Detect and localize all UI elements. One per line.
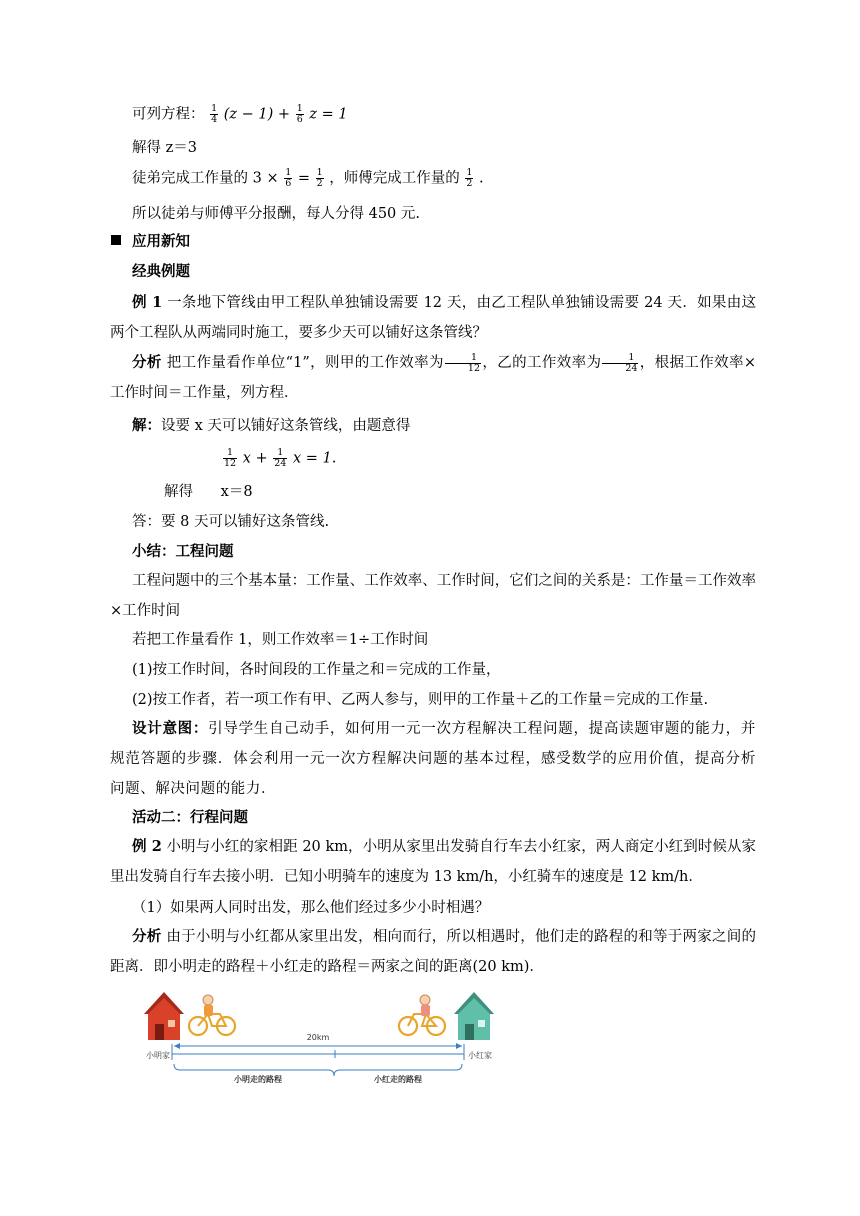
- example-2: 例 2 小明与小红的家相距 20 km，小明从家里出发骑自行车去小红家，两人商定小红到时候从家里出发骑自行车去接小明．已知小明骑车的速度为 13 km/h，小红骑车的速度是 12 km/h．: [110, 838, 757, 885]
- summary-paragraph: 工程问题中的三个基本量：工作量、工作效率、工作时间，它们之间的关系是：工作量＝工作效率×工作时间: [110, 573, 756, 619]
- left-house-icon: [144, 992, 184, 1040]
- distance-label: 20km: [306, 1033, 330, 1042]
- summary-heading: 小结：工程问题: [132, 543, 234, 560]
- analysis-2: 分析 由于小明与小红都从家里出发，相向而行，所以相遇时，他们走的路程的和等于两家之间的距离．即小明走的路程＋小红走的路程＝两家之间的距离(20 km)．: [110, 928, 757, 975]
- solution-intro: 解：设要 x 天可以铺好这条管线，由题意得: [132, 417, 411, 434]
- question-1: （1）如果两人同时出发，那么他们经过多少小时相遇？: [132, 900, 490, 916]
- right-home-label: 小红家: [468, 1051, 492, 1060]
- left-bicycle-icon: [189, 995, 235, 1035]
- analysis-1: 分析 把工作量看作单位“1”，则甲的工作效率为 $\frac{1}{12}$ ，乙的工作效率为 $\frac{1}{24}$ ，根据工作效率×工作时间＝工作量，列方程．: [110, 351, 757, 401]
- design-intent: 设计意图：引导学生自己动手，如何用一元一次方程解决工程问题，提高读题审题的能力，并规范答题的步骤．体会利用一元一次方程解决问题的基本过程，感受数学的应用价值，提高分析问题、解决问题的能力．: [110, 720, 757, 797]
- summary-line-2: 若把工作量看作 1，则工作效率＝1÷工作时间: [132, 632, 429, 648]
- fraction: $\frac{1}{6}$: [296, 103, 303, 125]
- distance-diagram: [140, 990, 510, 1100]
- right-bicycle-icon: [399, 995, 445, 1035]
- equation-line: [132, 104, 348, 125]
- math: z = 1: [309, 106, 348, 123]
- right-path-label: 小红走的路程: [374, 1075, 422, 1084]
- fraction: $\frac{1}{24}$: [274, 447, 287, 469]
- left-home-label: 小明家: [146, 1051, 170, 1060]
- fraction: $\frac{1}{2}$: [466, 167, 473, 189]
- activity-2-heading: 活动二：行程问题: [132, 809, 248, 826]
- conclusion-line: 所以徒弟与师傅平分报酬，每人分得 450 元.: [132, 206, 421, 222]
- subsection-heading: 经典例题: [132, 263, 190, 280]
- work-share-line: 徒弟完成工作量的 3 × $\frac{1}{6}$ = $\frac{1}{2}$ ，师傅完成工作量的 $\frac{1}{2}$ .: [132, 167, 484, 189]
- section-heading: 应用新知: [132, 233, 190, 250]
- left-path-label: 小明走的路程: [234, 1075, 282, 1084]
- summary-line-3: (1)按工作时间，各时间段的工作量之和＝完成的工作量，: [132, 662, 501, 678]
- distance-line: [172, 1043, 464, 1060]
- fraction: $\frac{1}{4}$: [211, 103, 218, 125]
- fraction: $\frac{1}{2}$: [316, 167, 323, 189]
- math: (z − 1) +: [223, 106, 291, 123]
- solve-line: 解得 x＝8: [164, 484, 253, 500]
- fraction: $\frac{1}{6}$: [285, 167, 292, 189]
- fraction: $\frac{1}{12}$: [224, 447, 237, 469]
- equation-display: $\frac{1}{12}$ x + $\frac{1}{24}$ x = 1.: [224, 447, 337, 469]
- solution-line: 解得 z＝3: [132, 140, 197, 156]
- example-1: 例 1 一条地下管线由甲工程队单独铺设需要 12 天，由乙工程队单独铺设需要 24 天．如果由这两个工程队从两端同时施工，要多少天可以铺好这条管线？: [110, 294, 756, 341]
- summary-line-4: (2)按工作者，若一项工作有甲、乙两人参与，则甲的工作量＋乙的工作量＝完成的工作量.: [132, 692, 709, 708]
- answer-line: 答：要 8 天可以铺好这条管线.: [132, 514, 330, 530]
- text: 可列方程：: [132, 106, 205, 123]
- right-house-icon: [454, 992, 494, 1040]
- fraction: $\frac{1}{12}$: [445, 353, 481, 374]
- fraction: $\frac{1}{24}$: [602, 353, 638, 374]
- square-bullet-icon: [111, 235, 121, 245]
